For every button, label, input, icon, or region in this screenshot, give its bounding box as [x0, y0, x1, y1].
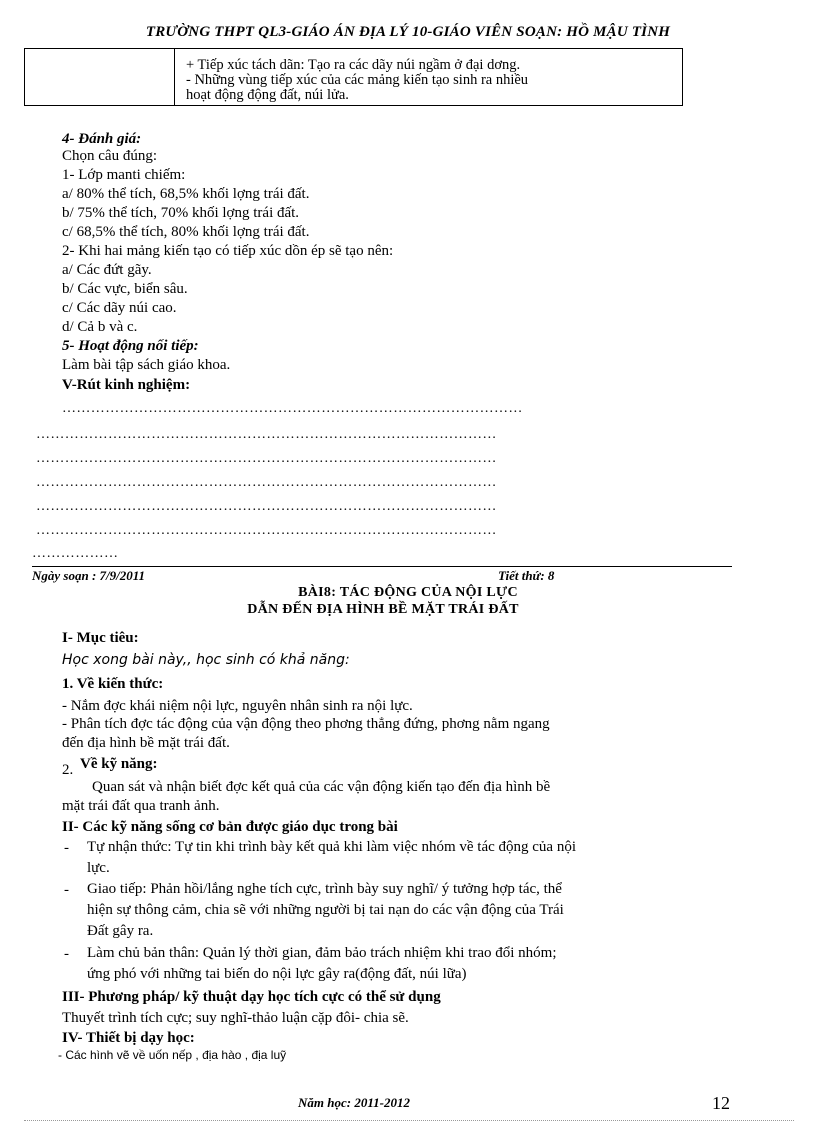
- quiz-line: d/ Cả b và c.: [62, 319, 138, 335]
- section-iii-text: Thuyết trình tích cực; suy nghĩ-thảo luận cặp đôi- chia sẽ.: [62, 1010, 409, 1026]
- dotted-line: ……………………………………………………………………………………: [36, 499, 497, 514]
- skills-number: 2.: [62, 762, 74, 778]
- section-iii-title: III- Phương pháp/ kỹ thuật dạy học tích cực có thể sử dụng: [62, 989, 441, 1005]
- quiz-line: Chọn câu đúng:: [62, 148, 157, 164]
- lesson-title-1: BÀI8: TÁC ĐỘNG CỦA NỘI LỰC: [298, 585, 518, 600]
- life-skill-line: Tự nhận thức: Tự tin khi trình bày kết quả khi làm việc nhóm về tác động của nội: [87, 839, 577, 855]
- lesson-period: Tiết thứ: 8: [498, 568, 555, 583]
- quiz-line: b/ 75% thể tích, 70% khối lợng trái đất.: [62, 205, 300, 221]
- quiz-line: b/ Các vực, biển sâu.: [62, 281, 188, 297]
- skills-title: Về kỹ năng:: [80, 756, 158, 772]
- dotted-line: ……………………………………………………………………………………: [36, 523, 497, 538]
- date-prepared: Ngày soạn : 7/9/2011: [32, 568, 146, 583]
- dotted-line: ……………………………………………………………………………………: [36, 475, 497, 490]
- quiz-line: c/ 68,5% thể tích, 80% khối lợng trái đất.: [62, 224, 310, 240]
- school-year: Năm học: 2011-2012: [298, 1095, 410, 1110]
- bullet-dash: -: [64, 840, 69, 856]
- skills-line: Quan sát và nhận biết đợc kết quả của các vận động kiến tạo đến địa hình bề: [92, 779, 551, 795]
- separator-rule: [32, 566, 732, 567]
- table-column-divider: [174, 49, 175, 105]
- section-ii-title: II- Các kỹ năng sống cơ bản được giáo dục trong bài: [62, 819, 398, 835]
- section-4-title: 4- Đánh giá:: [62, 131, 142, 147]
- knowledge-line: đến địa hình bề mặt trái đất.: [62, 735, 230, 751]
- dotted-line: ………………: [32, 546, 119, 561]
- table-cell: [186, 58, 676, 103]
- lesson-title-2: DẪN ĐẾN ĐỊA HÌNH BỀ MẶT TRÁI ĐẤT: [247, 602, 519, 617]
- life-skill-line: hiện sự thông cảm, chia sẽ với những người bị tai nạn do các vận động của Trái: [87, 902, 564, 918]
- page-number: 12: [712, 1093, 730, 1113]
- knowledge-line: - Nắm đợc khái niệm nội lực, nguyên nhân sinh ra nội lực.: [62, 698, 413, 714]
- life-skill-line: Làm chủ bản thân: Quản lý thời gian, đảm bảo trách nhiệm khi trao đổi nhóm;: [87, 945, 557, 961]
- bullet-dash: -: [64, 946, 69, 962]
- objectives-title: I- Mục tiêu:: [62, 630, 139, 646]
- quiz-line: a/ Các đứt gãy.: [62, 262, 152, 278]
- section-v-title: V-Rút kinh nghiệm:: [62, 377, 191, 393]
- objectives-intro: Học xong bài này,, học sinh có khả năng:: [62, 652, 350, 668]
- section-iv-title: IV- Thiết bị dạy học:: [62, 1030, 195, 1046]
- table-line: hoạt động động đất, núi lửa.: [186, 87, 349, 103]
- knowledge-title: 1. Về kiến thức:: [62, 676, 164, 692]
- life-skill-line: lực.: [87, 860, 110, 876]
- quiz-line: 2- Khi hai mảng kiến tạo có tiếp xúc dồn ép sẽ tạo nên:: [62, 243, 394, 259]
- dotted-line: ……………………………………………………………………………………: [62, 401, 523, 416]
- table-line: + Tiếp xúc tách dãn: Tạo ra các dãy núi ngầm ở đại dơng.: [186, 57, 521, 73]
- quiz-line: 1- Lớp manti chiếm:: [62, 167, 186, 183]
- bullet-dash: -: [64, 882, 69, 898]
- section-5-text: Làm bài tập sách giáo khoa.: [62, 357, 231, 373]
- dotted-line: ……………………………………………………………………………………: [36, 427, 497, 442]
- life-skill-line: Giao tiếp: Phản hồi/lắng nghe tích cực, trình bày suy nghĩ/ ý tưởng hợp tác, thể: [87, 881, 562, 897]
- quiz-line: a/ 80% thể tích, 68,5% khối lợng trái đất.: [62, 186, 310, 202]
- page-header: TRƯỜNG THPT QL3-GIÁO ÁN ĐỊA LÝ 10-GIÁO VIÊN SOẠN: HỒ MẬU TÌNH: [145, 24, 671, 40]
- dotted-line: ……………………………………………………………………………………: [36, 451, 497, 466]
- skills-line: mặt trái đất qua tranh ảnh.: [62, 798, 220, 814]
- table-line: - Những vùng tiếp xúc của các mảng kiến tạo sinh ra nhiều: [186, 72, 529, 88]
- content-table: [24, 48, 683, 106]
- life-skill-line: ứng phó với những tai biến do nội lực gây ra(động đất, núi lữa): [87, 966, 467, 982]
- knowledge-line: - Phân tích đợc tác động của vận động theo phơng thẳng đứng, phơng nằm ngang: [62, 716, 550, 732]
- life-skill-line: Đất gây ra.: [87, 923, 154, 939]
- quiz-line: c/ Các dãy núi cao.: [62, 300, 177, 316]
- section-5-title: 5- Hoạt động nối tiếp:: [62, 338, 199, 354]
- footer-rule: [24, 1120, 794, 1121]
- section-iv-text: - Các hình vẽ về uốn nếp , địa hào , địa luỹ: [58, 1048, 287, 1062]
